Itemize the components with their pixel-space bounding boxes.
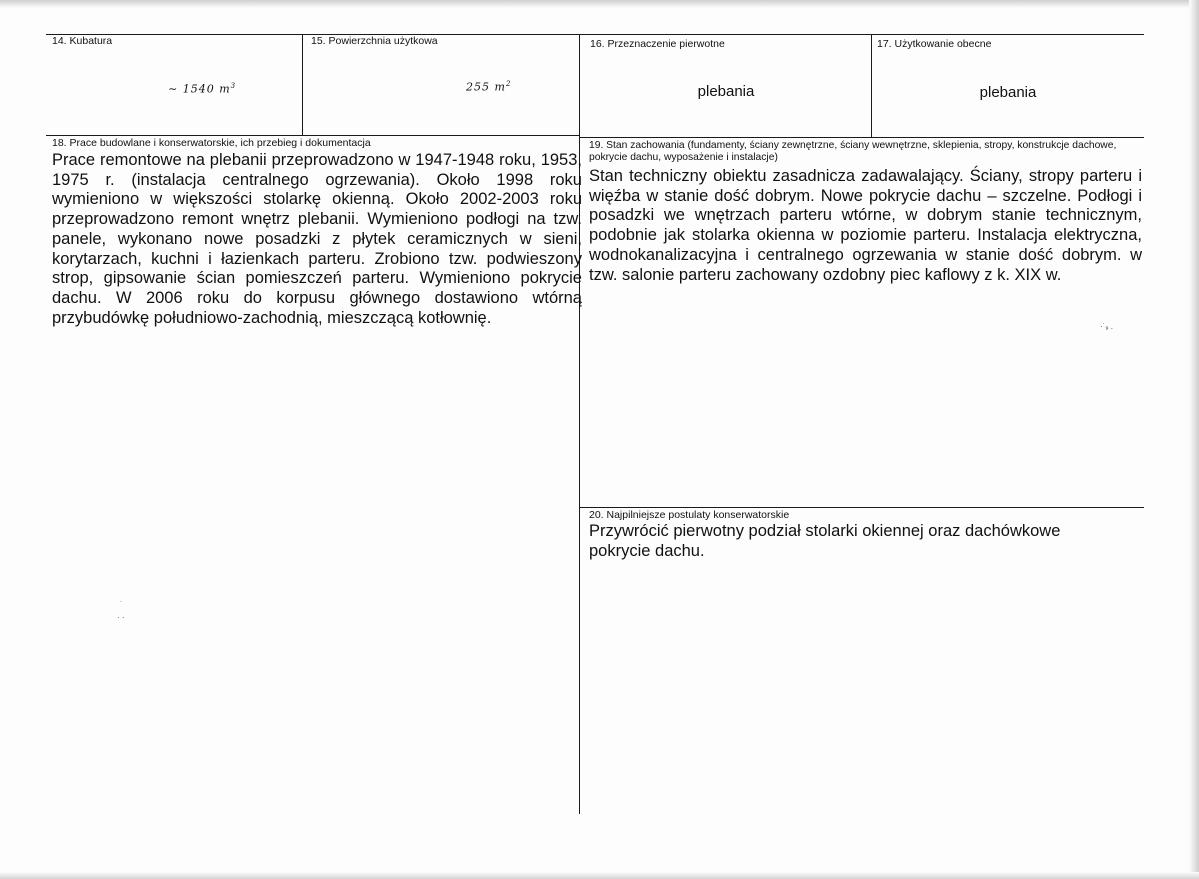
field16-value: plebania xyxy=(697,83,755,100)
field18-text: Prace remontowe na plebanii przeprowadzono w 1947-1948 roku, 1953, 1975 r. (instalacja centralnego ogrzewania). Około 1998 roku wymieniono w większości stolarkę okienną. Około 2002-2003 roku przeprowadzono remont wnętrz plebanii. Wymieniono podłogi na tzw. panele, wykonano nowe posadzki z płytek ceramicznych w sieni, korytarzach, kuchni i łazienkach parteru. Zrobiono tzw. podwieszony strop, gipsowanie ścian pomieszczeń parteru. Wymieniono pokrycie dachu. W 2006 roku do korpusu głównego dostawiono wtórną przybudówkę południowo-zachodnią, mieszczącą kotłownię. xyxy=(52,151,582,327)
scan-speck: · · xyxy=(117,613,125,622)
field17-value: plebania xyxy=(979,84,1037,101)
scan-speck: ˙ xyxy=(120,600,123,609)
header-bottom-rule-left xyxy=(46,135,580,136)
field16-caption: 16. Przeznaczenie pierwotne xyxy=(590,38,725,50)
field19-caption: 19. Stan zachowania (fundamenty, ściany zewnętrzne, ściany wewnętrzne, sklepienia, stropy, konstrukcje dachowe, pokrycie dachu, wyposażenie i instalacje) xyxy=(589,140,1117,163)
field20-top-rule xyxy=(580,507,1144,508)
field19-text: Stan techniczny obiektu zasadnicza zadawalający. Ściany, stropy parteru i więźba w stanie dość dobrym. Nowe pokrycie dachu – szczelne. Podłogi i posadzki we wnętrzach parteru wtórne, w dobrym stanie technicznym, podobnie jak stolarka okienna w poziomie parteru. Instalacja elektryczna, wodnokanalizacyjna i centralnego ogrzewania w stanie dość dobrym. w tzw. salonie parteru zachowany ozdobny piec kaflowy z k. XIX w. xyxy=(589,167,1142,284)
field14-value: ∼ 1540 $m^3$ xyxy=(168,82,237,96)
header-top-rule xyxy=(46,34,1144,35)
field15-caption: 15. Powierzchnia użytkowa xyxy=(311,35,438,47)
field14-caption: 14. Kubatura xyxy=(52,35,113,47)
field15-value: 255 $m^2$ xyxy=(466,80,512,94)
scan-speck: ·˙₉ . xyxy=(1100,322,1113,331)
scan-edge-right xyxy=(1189,0,1199,879)
field17-caption: 17. Użytkowanie obecne xyxy=(877,38,992,50)
field20-caption: 20. Najpilniejsze postulaty konserwatorskie xyxy=(589,509,790,521)
header-bottom-rule-right xyxy=(580,137,1144,138)
divider-14-15 xyxy=(302,34,303,136)
scan-edge-bottom xyxy=(0,872,1199,879)
field20-text: Przywrócić pierwotny podział stolarki okiennej oraz dachówkowe pokrycie dachu. xyxy=(589,522,1061,560)
scan-edge-top xyxy=(0,0,1199,8)
field18-caption: 18. Prace budowlane i konserwatorskie, ich przebieg i dokumentacja xyxy=(52,137,371,149)
